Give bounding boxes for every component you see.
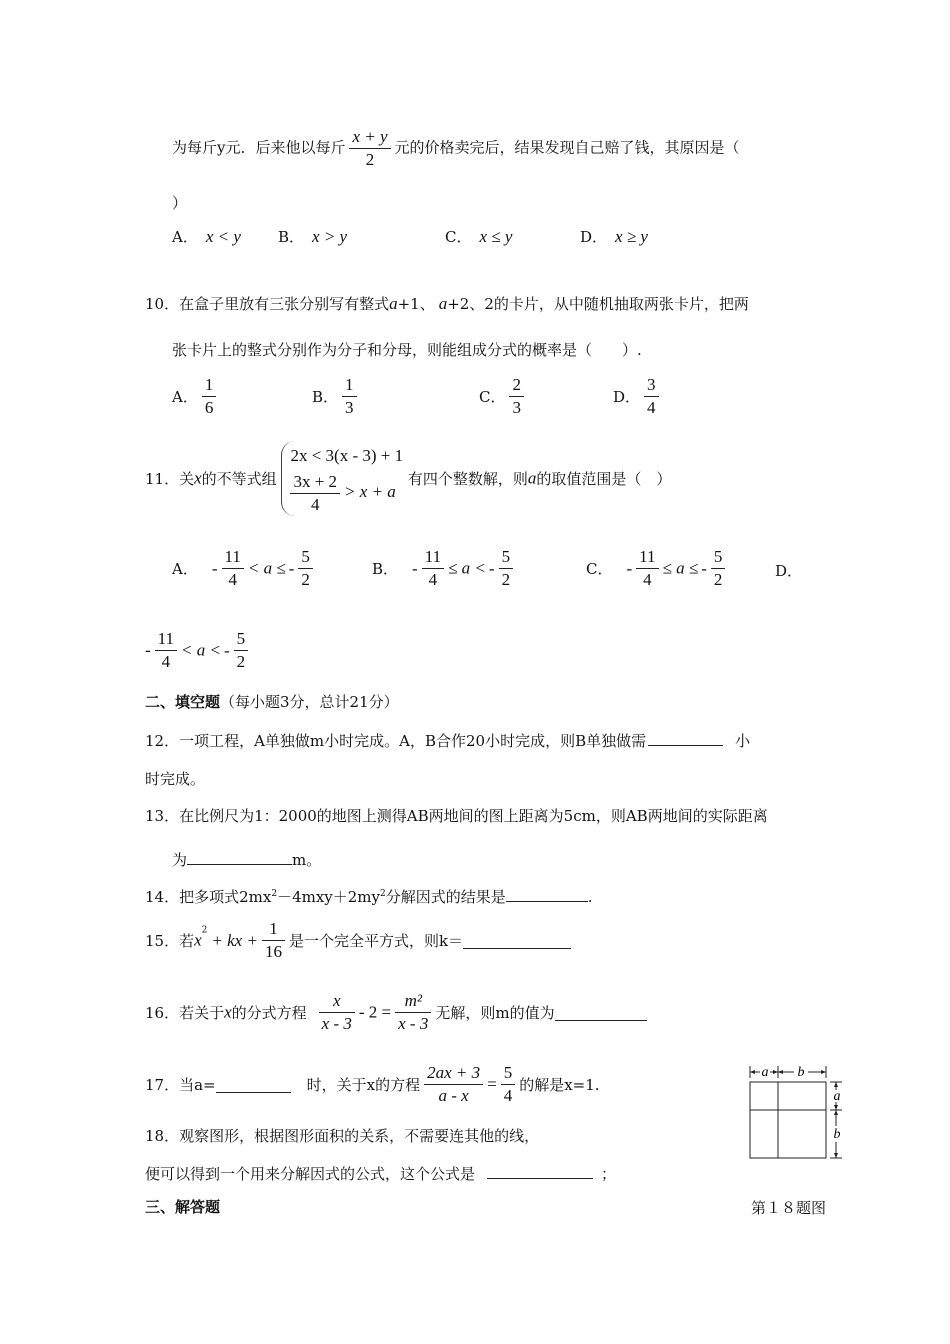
figure-square [750, 1082, 826, 1158]
q11-option-a: A． - $\frac{11}{4}$ < a ≤ - $\frac{5}{2}$ [172, 546, 317, 591]
q18-line1: 18．观察图形，根据图形面积的关系，不需要连其他的线， [145, 1127, 540, 1145]
q17-answer-blank[interactable] [216, 1076, 291, 1093]
q9-fraction: $\frac{x + y}{2}$ [349, 126, 390, 171]
q10-line1: 10．在盒子里放有三张分别写有整式a+1、 a+2、2的卡片，从中随机抽取两张卡片，把两 [145, 294, 749, 313]
q16-answer-blank[interactable] [555, 1004, 647, 1021]
q14-answer-blank[interactable] [506, 885, 588, 902]
q9-option-b: B． x > y [278, 227, 348, 246]
q18-line2: 便可以得到一个用来分解因式的公式，这个公式是 ； [145, 1162, 616, 1184]
q16-line: 16．若关于x的分式方程 $\frac{x}{x - 3}$ - 2 = $\frac{\text{m²}}{x - 3}$ 无解，则m的值为 [145, 990, 647, 1035]
q9-line1 [172, 126, 740, 171]
q10-option-b: B． $\frac{1}{3}$ [312, 374, 361, 419]
q11-option-b: B． - $\frac{11}{4}$ ≤ a < - $\frac{5}{2}$ [372, 546, 517, 591]
q11-inequality-system: 2x < 3(x - 3) + 1 $\frac{3x + 2}{4}$ > x + a [281, 441, 403, 516]
q12-line1: 12．一项工程，A单独做m小时完成。A，B合作20小时完成，则B单独做需 小 [145, 729, 750, 751]
q9-line2: ） [172, 194, 188, 212]
q9-option-d: D． x ≥ y [580, 227, 648, 246]
q13-line1: 13．在比例尺为1：2000的地图上测得AB两地间的图上距离为5cm，则AB两地间的实际距离 [145, 807, 768, 825]
q11-option-c: C． - $\frac{11}{4}$ ≤ a ≤ - $\frac{5}{2}$ [586, 546, 729, 591]
q11-option-d: - $\frac{11}{4}$ < a < - $\frac{5}{2}$ [145, 628, 252, 673]
figure-label-a-top: a [761, 1065, 769, 1080]
q13-line2: 为 m。 [172, 848, 321, 870]
q9-text-a: 为每斤y元．后来他以每斤 [172, 138, 346, 157]
q9-option-a: A． x < y [172, 227, 241, 246]
q10-option-a: A． $\frac{1}{6}$ [172, 374, 220, 419]
q11-option-d-label: D． [775, 562, 803, 580]
q15-line: 15．若$x^2$ + kx + $\frac{1}{16}$ 是一个完全平方式，则k＝ [145, 918, 571, 963]
q18-figure [742, 1060, 852, 1162]
section-3-heading: 三、解答题 [145, 1198, 221, 1216]
figure-label-b-side: b [833, 1127, 841, 1142]
q15-answer-blank[interactable] [463, 932, 571, 949]
q9-option-c: C． x ≤ y [445, 227, 513, 246]
figure-label-b-top: b [797, 1065, 805, 1080]
q10-option-d: D． $\frac{3}{4}$ [613, 374, 663, 419]
q10-line2: 张卡片上的整式分别作为分子和分母，则能组成分式的概率是（ ）. [172, 341, 642, 359]
q9-text-b: 元的价格卖完后，结果发现自己赔了钱，其原因是（ [394, 138, 740, 157]
q10-option-c: C． $\frac{2}{3}$ [479, 374, 528, 419]
figure-label-a-side: a [833, 1089, 841, 1104]
section-2-heading: 二、填空题（每小题3分，总计21分） [145, 693, 399, 711]
q18-figure-caption: 第１８题图 [751, 1199, 827, 1217]
q12-answer-blank[interactable] [648, 729, 723, 746]
q17-line: 17．当a= 时，关于x的方程 $\frac{2ax + 3}{a - x}$ = $\frac{5}{4}$ 的解是x=1. [145, 1063, 600, 1105]
q11-stem: 11．关x的不等式组 2x < 3(x - 3) + 1 $\frac{3x + 2}{4}$ > x + a 有四个整数解，则a的取值范围是（ ） [145, 441, 671, 516]
q12-line2: 时完成。 [145, 770, 206, 788]
q14-line: 14．把多项式$2mx^2-4mxy+2my^2$分解因式的结果是 . [145, 884, 593, 907]
q18-answer-blank[interactable] [487, 1162, 593, 1179]
q13-answer-blank[interactable] [187, 848, 292, 865]
